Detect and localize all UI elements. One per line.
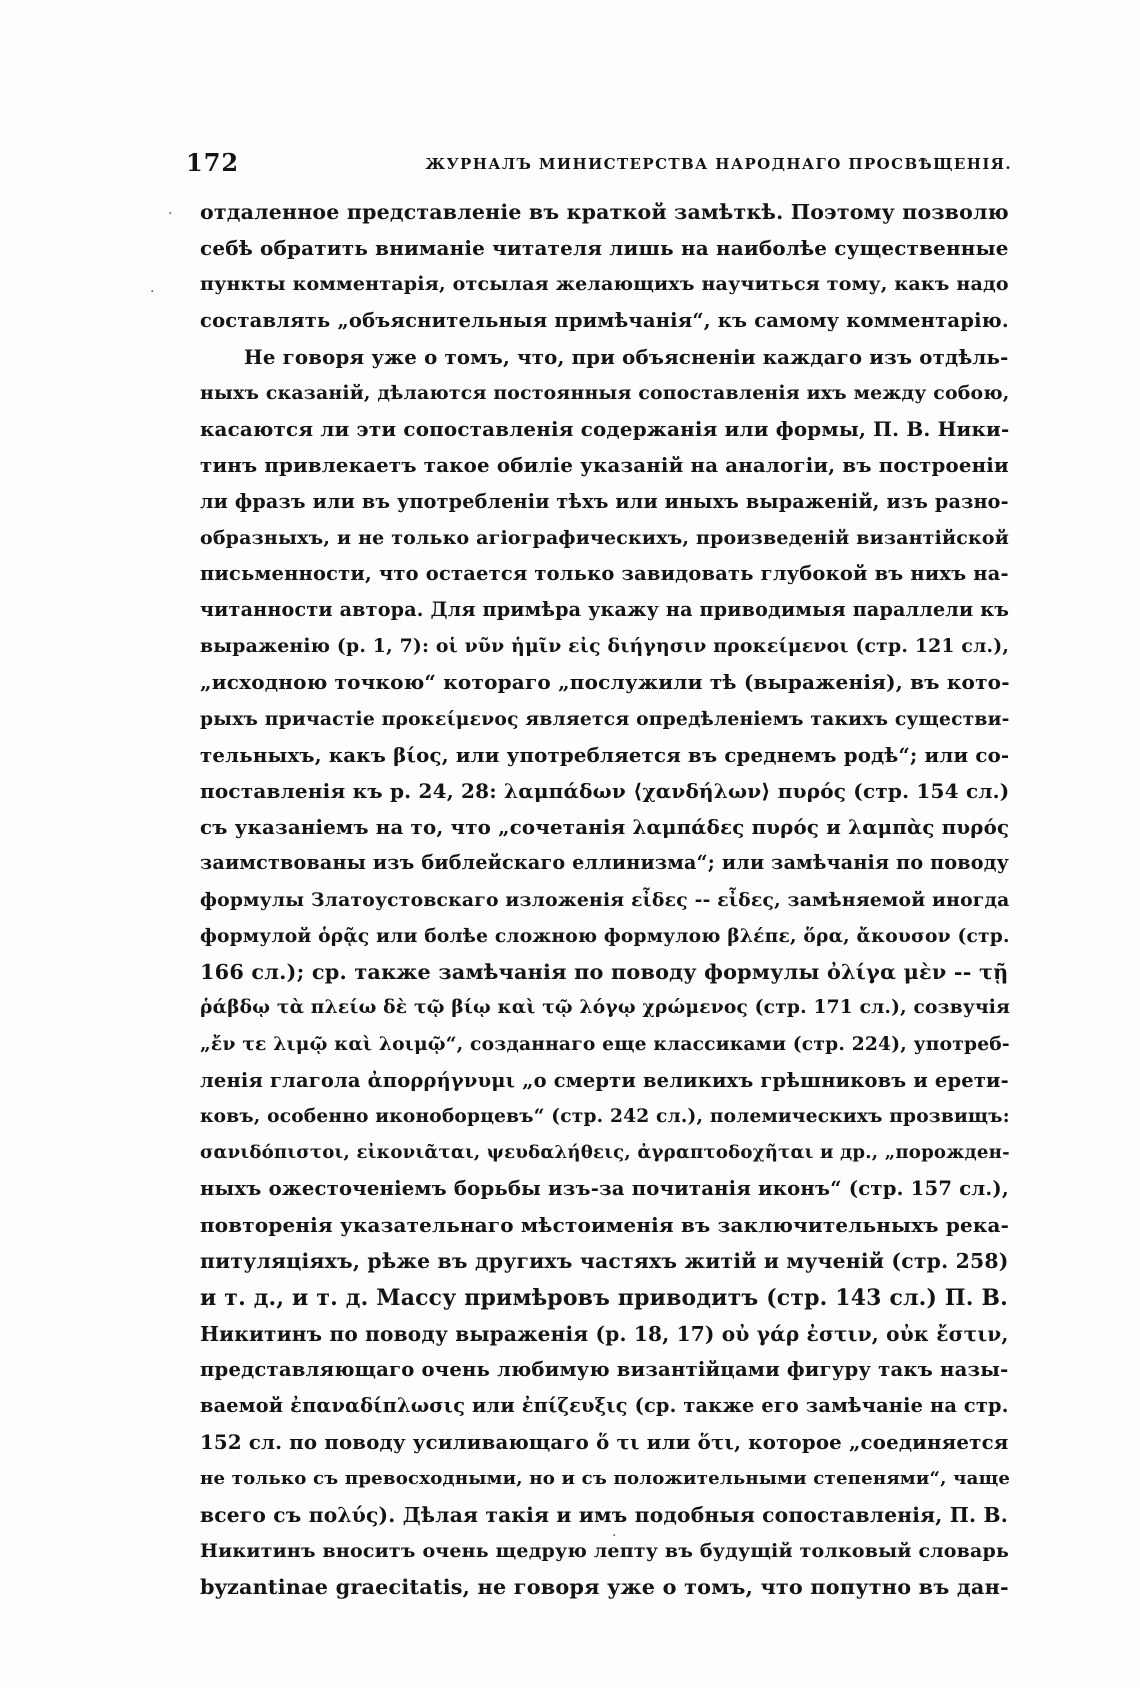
text-line: Никитинъ вноситъ очень щедрую лепту въ будущій толковый словарь: [200, 1539, 1010, 1562]
text-line: заимствованы изъ библейскаго еллинизма“; или замѣчанія по поводу: [200, 851, 1010, 875]
journal-title: ЖУРНАЛЪ МИНИСТЕРСТВА НАРОДНАГО ПРОСВѢЩЕНІЯ.: [425, 155, 1012, 173]
text-line: отдаленное представленіе въ краткой замѣткѣ. Поэтому позволю: [200, 200, 1009, 224]
text-line: „ἔν τε λιμῷ καὶ λοιμῷ“, созданнаго еще классиками (стр. 224), употреб-: [200, 1033, 1010, 1056]
body-text: [200, 194, 1011, 1605]
text-line: тинъ привлекаетъ такое обиліе указаній на аналогіи, въ построеніи: [200, 453, 1009, 478]
text-line: Никитинъ по поводу выраженія (р. 18, 17) οὐ γάρ ἐστιν, οὐκ ἔστιν,: [200, 1321, 1009, 1346]
text-line: читанности автора. Для примѣра укажу на приводимыя параллели къ: [200, 598, 1010, 622]
text-line: выраженію (р. 1, 7): οἱ νῦν ἡμῖν εἰς διήγησιν προκείμενοι (стр. 121 сл.),: [200, 635, 1010, 658]
text-line: тельныхъ, какъ βίος, или употребляется въ среднемъ родѣ“; или со-: [200, 742, 1010, 767]
text-line: „исходною точкою“ котораго „послужили тѣ (выраженія), въ кото-: [200, 670, 1010, 695]
text-line: составлять „объяснительныя примѣчанія“, къ самому комментарію.: [200, 308, 1009, 332]
text-line: ῥάβδῳ τὰ πλείω δὲ τῷ βίῳ καὶ τῷ λόγῳ χρώμενος (стр. 171 сл.), созвучія: [200, 997, 1011, 1019]
text-line: ныхъ сказаній, дѣлаются постоянныя сопоставленія ихъ между собою,: [200, 381, 1010, 404]
text-line: ковъ, особенно иконоборцевъ“ (стр. 242 сл.), полемическихъ прозвищъ:: [200, 1105, 1010, 1127]
text-line: формулой ὁρᾷς или болѣе сложною формулою βλέπε, ὅρα, ἄκουσον (стр.: [200, 924, 1010, 947]
margin-speck: ·: [612, 1528, 617, 1544]
text-line: byzantinae graecitatis, не говоря уже о томъ, что попутно въ дан-: [200, 1574, 1009, 1600]
text-line: письменности, что остается только завидовать глубокой въ нихъ на-: [200, 561, 1009, 585]
text-line: образныхъ, и не только агіографическихъ, произведеній византійской: [200, 526, 1010, 549]
text-line: себѣ обратить вниманіе читателя лишь на наиболѣе существенные: [200, 236, 1009, 261]
text-line: σανιδόπιστοι, εἰκονιᾶται, ψευδαλήθεις, ἀγραπτοδοχῆται и др., „порожден-: [200, 1141, 1010, 1163]
text-line: ли фразъ или въ употребленіи тѣхъ или иныхъ выраженій, изъ разно-: [200, 489, 1009, 513]
page-number: 172: [186, 148, 240, 177]
margin-speck: ·: [168, 206, 173, 222]
text-line: ленія глагола ἀπορρήγνυμι „о смерти великихъ грѣшниковъ и ерети-: [200, 1068, 1009, 1092]
text-line: всего съ πολύς). Дѣлая такія и имъ подобныя сопоставленія, П. В.: [200, 1502, 1008, 1527]
text-line: 152 сл. по поводу усиливающаго ὅ τι или ὅτι, которое „соединяется: [200, 1430, 1009, 1455]
text-line: ваемой ἐπαναδίπλωσις или ἐπίζευξις (ср. также его замѣчаніе на стр.: [200, 1394, 1009, 1418]
paragraph-first-line: Не говоря уже о томъ, что, при объясненіи каждаго изъ отдѣль-: [244, 344, 1009, 369]
text-line: съ указаніемъ на то, что „сочетанія λαμπάδες πυρός и λαμπὰς πυρός: [200, 815, 1010, 840]
text-line: формулы Златоустовскаго изложенія εἶδες -- εἶδες, замѣняемой иногда: [200, 888, 1010, 911]
text-line: 166 сл.); ср. также замѣчанія по поводу формулы ὀλίγα μὲν -- τῇ: [200, 958, 1009, 984]
margin-speck: ·: [150, 284, 155, 300]
text-line: повторенія указательнаго мѣстоименія въ заключительныхъ река-: [200, 1213, 1010, 1238]
text-line: касаются ли эти сопоставленія содержанія или формы, П. В. Ники-: [200, 417, 1010, 442]
text-line: не только съ превосходными, но и съ положительными степенями“, чаще: [200, 1467, 1011, 1489]
text-line: и т. д., и т. д. Массу примѣровъ приводитъ (стр. 143 сл.) П. В.: [200, 1284, 1008, 1311]
text-line: представляющаго очень любимую византійцами фигуру такъ назы-: [200, 1358, 1009, 1381]
text-line: поставленія къ р. 24, 28: λαμπάδων ⟨χανδήλων⟩ πυρός (стр. 154 сл.): [200, 779, 1010, 803]
text-line: рыхъ причастіе προκείμενος является опредѣленіемъ такихъ существи-: [200, 707, 1010, 730]
text-line: ныхъ ожесточеніемъ борьбы изъ-за почитанія иконъ“ (стр. 157 сл.),: [200, 1177, 1009, 1201]
text-line: пункты комментарія, отсылая желающихъ научиться тому, какъ надо: [200, 273, 1009, 296]
running-head: [186, 148, 1012, 180]
text-line: питуляціяхъ, рѣже въ другихъ частяхъ житій и мученій (стр. 258): [200, 1249, 1009, 1274]
